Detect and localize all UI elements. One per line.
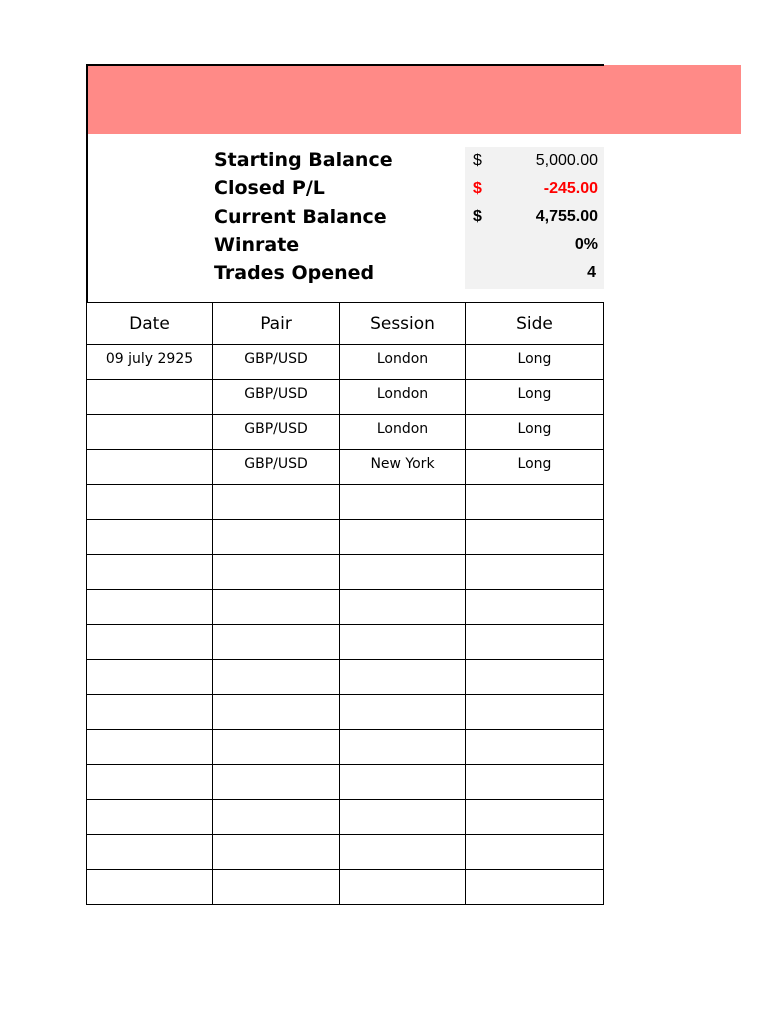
cell-session[interactable]: [340, 835, 466, 870]
cell-date[interactable]: [87, 520, 213, 555]
cell-date[interactable]: [87, 870, 213, 905]
trades-opened-label: Trades Opened: [214, 262, 375, 284]
cell-pair[interactable]: [213, 695, 340, 730]
closed-pl-value[interactable]: -245.00: [543, 180, 598, 197]
cell-pair[interactable]: [213, 835, 340, 870]
cell-pair[interactable]: [213, 765, 340, 800]
cell-date[interactable]: [87, 695, 213, 730]
table-header-row: [87, 303, 604, 345]
cell-side[interactable]: Long: [466, 345, 604, 380]
table-row: [87, 520, 604, 555]
table-row: [87, 660, 604, 695]
table-row: [87, 800, 604, 835]
cell-session[interactable]: [340, 485, 466, 520]
cell-session[interactable]: London: [340, 345, 466, 380]
cell-pair[interactable]: [213, 625, 340, 660]
current-balance-label: Current Balance: [214, 206, 387, 228]
cell-session[interactable]: [340, 555, 466, 590]
closed-pl-currency: $: [473, 180, 482, 197]
header-side: Side: [466, 303, 604, 345]
cell-session[interactable]: [340, 520, 466, 555]
cell-side[interactable]: [466, 695, 604, 730]
starting-balance-value[interactable]: 5,000.00: [535, 152, 598, 169]
table-row: [87, 695, 604, 730]
cell-side[interactable]: Long: [466, 415, 604, 450]
cell-side[interactable]: Long: [466, 380, 604, 415]
header-pair: Pair: [213, 303, 340, 345]
table-row: [87, 625, 604, 660]
cell-date[interactable]: [87, 660, 213, 695]
cell-session[interactable]: [340, 765, 466, 800]
cell-pair[interactable]: [213, 590, 340, 625]
trades-opened-value[interactable]: 4: [587, 264, 596, 281]
cell-date[interactable]: [87, 555, 213, 590]
cell-session[interactable]: [340, 625, 466, 660]
frame-left-border: [86, 64, 88, 303]
table-row: [87, 345, 604, 380]
cell-date[interactable]: [87, 485, 213, 520]
cell-date[interactable]: [87, 765, 213, 800]
cell-pair[interactable]: [213, 485, 340, 520]
cell-side[interactable]: [466, 485, 604, 520]
cell-session[interactable]: [340, 730, 466, 765]
cell-session[interactable]: [340, 870, 466, 905]
table-body: [87, 345, 604, 905]
starting-balance-currency: $: [473, 152, 482, 169]
starting-balance-label: Starting Balance: [214, 149, 393, 171]
cell-side[interactable]: [466, 555, 604, 590]
table-row: [87, 485, 604, 520]
cell-pair[interactable]: GBP/USD: [213, 415, 340, 450]
cell-pair[interactable]: [213, 520, 340, 555]
cell-pair[interactable]: [213, 730, 340, 765]
table-row: [87, 415, 604, 450]
cell-side[interactable]: [466, 730, 604, 765]
cell-date[interactable]: [87, 730, 213, 765]
header-band: [87, 65, 741, 134]
cell-session[interactable]: [340, 590, 466, 625]
cell-side[interactable]: [466, 660, 604, 695]
cell-side[interactable]: [466, 800, 604, 835]
cell-session[interactable]: New York: [340, 450, 466, 485]
table-row: [87, 450, 604, 485]
header-date: Date: [87, 303, 213, 345]
cell-date[interactable]: [87, 415, 213, 450]
cell-side[interactable]: [466, 765, 604, 800]
cell-side[interactable]: [466, 625, 604, 660]
cell-session[interactable]: [340, 800, 466, 835]
current-balance-currency: $: [473, 208, 482, 225]
cell-side[interactable]: [466, 590, 604, 625]
table-row: [87, 590, 604, 625]
table-row: [87, 380, 604, 415]
frame-top-border: [86, 64, 604, 66]
cell-date[interactable]: [87, 380, 213, 415]
cell-date[interactable]: [87, 835, 213, 870]
cell-side[interactable]: Long: [466, 450, 604, 485]
cell-pair[interactable]: [213, 660, 340, 695]
cell-pair[interactable]: [213, 800, 340, 835]
cell-pair[interactable]: GBP/USD: [213, 450, 340, 485]
table-row: [87, 730, 604, 765]
cell-pair[interactable]: GBP/USD: [213, 345, 340, 380]
cell-side[interactable]: [466, 520, 604, 555]
trade-log-table: [86, 302, 604, 905]
winrate-value[interactable]: 0%: [574, 236, 598, 253]
cell-pair[interactable]: GBP/USD: [213, 380, 340, 415]
cell-date[interactable]: [87, 800, 213, 835]
cell-session[interactable]: London: [340, 415, 466, 450]
cell-pair[interactable]: [213, 555, 340, 590]
cell-date[interactable]: [87, 590, 213, 625]
table-row: [87, 870, 604, 905]
cell-date[interactable]: [87, 450, 213, 485]
winrate-label: Winrate: [214, 234, 300, 256]
cell-date[interactable]: 09 july 2925: [87, 345, 213, 380]
closed-pl-label: Closed P/L: [214, 177, 325, 199]
table-row: [87, 835, 604, 870]
header-session: Session: [340, 303, 466, 345]
cell-session[interactable]: [340, 695, 466, 730]
cell-date[interactable]: [87, 625, 213, 660]
table-row: [87, 555, 604, 590]
cell-session[interactable]: [340, 660, 466, 695]
cell-pair[interactable]: [213, 870, 340, 905]
cell-session[interactable]: London: [340, 380, 466, 415]
cell-side[interactable]: [466, 870, 604, 905]
current-balance-value[interactable]: 4,755.00: [535, 208, 598, 225]
table-row: [87, 765, 604, 800]
cell-side[interactable]: [466, 835, 604, 870]
